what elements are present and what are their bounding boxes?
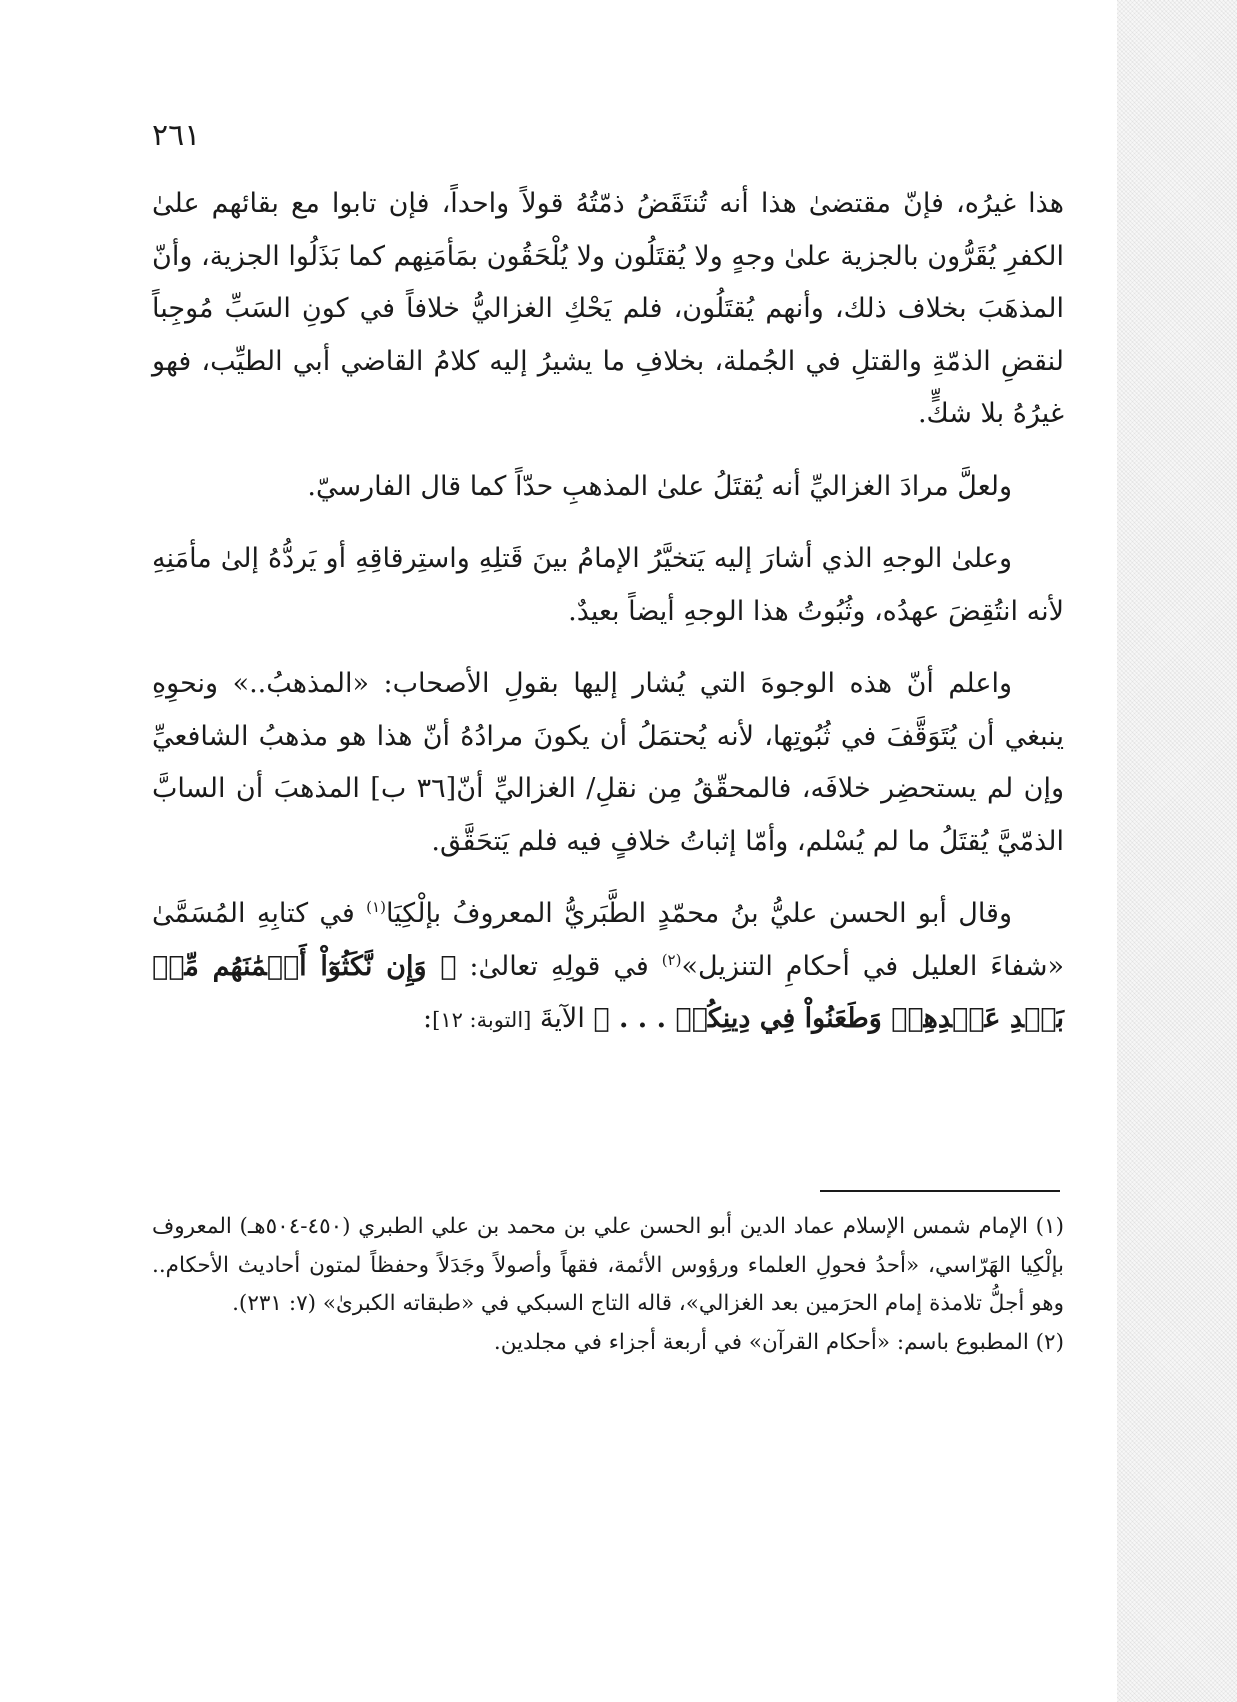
quran-verse: ﴿ وَإِن نَّكَثُوٓاْ أَيۡمَٰنَهُم مِّنۢ بَعۡدِ عَهۡدِهِمۡ وَطَعَنُواْ فِي دِينِكُمۡ . . . ﴾ (152, 950, 1064, 1034)
footnote-marker-1[interactable]: (١) (366, 898, 386, 916)
paragraph-3: وعلىٰ الوجهِ الذي أشارَ إليه يَتخيَّرُ الإمامُ بينَ قَتلِهِ واستِرقاقِهِ أو يَردُّهُ إلىٰ مأمَنِهِ لأنه انتُقِضَ عهدُه، وثُبُوتُ هذا الوجهِ أيضاً بعيدٌ. (152, 543, 1064, 627)
paragraph-5-text-4: الآيةَ (531, 1003, 594, 1034)
paragraph-2: ولعلَّ مرادَ الغزاليِّ أنه يُقتَلُ علىٰ المذهبِ حدّاً كما قال الفارسيّ. (307, 470, 1012, 502)
footnotes (152, 1208, 1064, 1362)
verse-reference: [التوبة: ١٢] (432, 1008, 532, 1032)
footnote-divider (820, 1190, 1060, 1192)
footnote-2: (٢) المطبوع باسم: «أحكام القرآن» في أربعة أجزاء في مجلدين. (493, 1329, 1064, 1355)
paragraph-1: هذا غيرُه، فإنّ مقتضىٰ هذا أنه تُنتَقَضُ ذمّتُهُ قولاً واحداً، فإن تابوا مع بقائهم علىٰ الكفرِ يُقَرُّون بالجزية علىٰ وجهٍ ولا يُقتَلُون ولا يُلْحَقُون بمَأمَنِهم كما بَذَلُوا الجزية، وأنّ المذهَبَ بخلاف ذلك، وأنهم يُقتَلُون، فلم يَحْكِ الغزاليُّ خلافاً في كونِ السَبِّ مُوجِباً لنقضِ الذمّةِ والقتلِ في الجُملة، بخلافِ ما يشيرُ إليه كلامُ القاضي أبي الطيِّب، فهو غيرُهُ بلا شكٍّ. (152, 188, 1064, 429)
paragraph-5-text-2: في كتابِهِ المُسَمَّىٰ «شفاءَ العليل في أحكامِ التنزيل» (152, 898, 1064, 982)
paragraph-5-text-5: : (423, 1003, 433, 1034)
paragraph-5-text-3: في قولِهِ تعالىٰ: (456, 950, 662, 982)
paragraph-4: واعلم أنّ هذه الوجوهَ التي يُشار إليها بقولِ الأصحاب: «المذهبُ..» ونحوِهِ ينبغي أن يُتَوَقَّفَ في ثُبُوتِها، لأنه يُحتمَلُ أن يكونَ مرادُهُ أنّ هذا هو مذهبُ الشافعيِّ وإن لم يستحضِر خلافَه، فالمحقّقُ مِن نقلِ/ الغزاليِّ أنّ[٣٦ ب] المذهبَ أن السابَّ الذمّيَّ يُقتَلُ ما لم يُسْلم، وأمّا إثباتُ خلافٍ فيه فلم يَتحَقَّق. (152, 668, 1064, 857)
page-number: ٢٦١ (152, 118, 201, 153)
main-text (152, 178, 1064, 1067)
footnote-marker-2[interactable]: (٢) (661, 950, 682, 969)
paragraph-5 (152, 888, 1064, 1047)
paragraph-5-text-1: وقال أبو الحسن عليُّ بنُ محمّدٍ الطَّبَريُّ المعروفُ بإلْكِيَا (385, 898, 1012, 929)
scan-margin-texture (1117, 0, 1237, 1702)
footnote-1: (١) الإمام شمس الإسلام عماد الدين أبو الحسن علي بن محمد بن علي الطبري (٤٥٠-٥٠٤هـ) المعروف بإلْكِيا الهَرّاسي، «أحدُ فحولِ العلماء ورؤوس الأئمة، فقهاً وأصولاً وجَدَلاً وحفظاً لمتون أحاديث الأحكام.. وهو أجلُّ تلامذة إمام الحرَمين بعد الغزالي»، قاله التاج السبكي في «طبقاته الكبرىٰ» (٧: ٢٣١). (152, 1214, 1064, 1316)
